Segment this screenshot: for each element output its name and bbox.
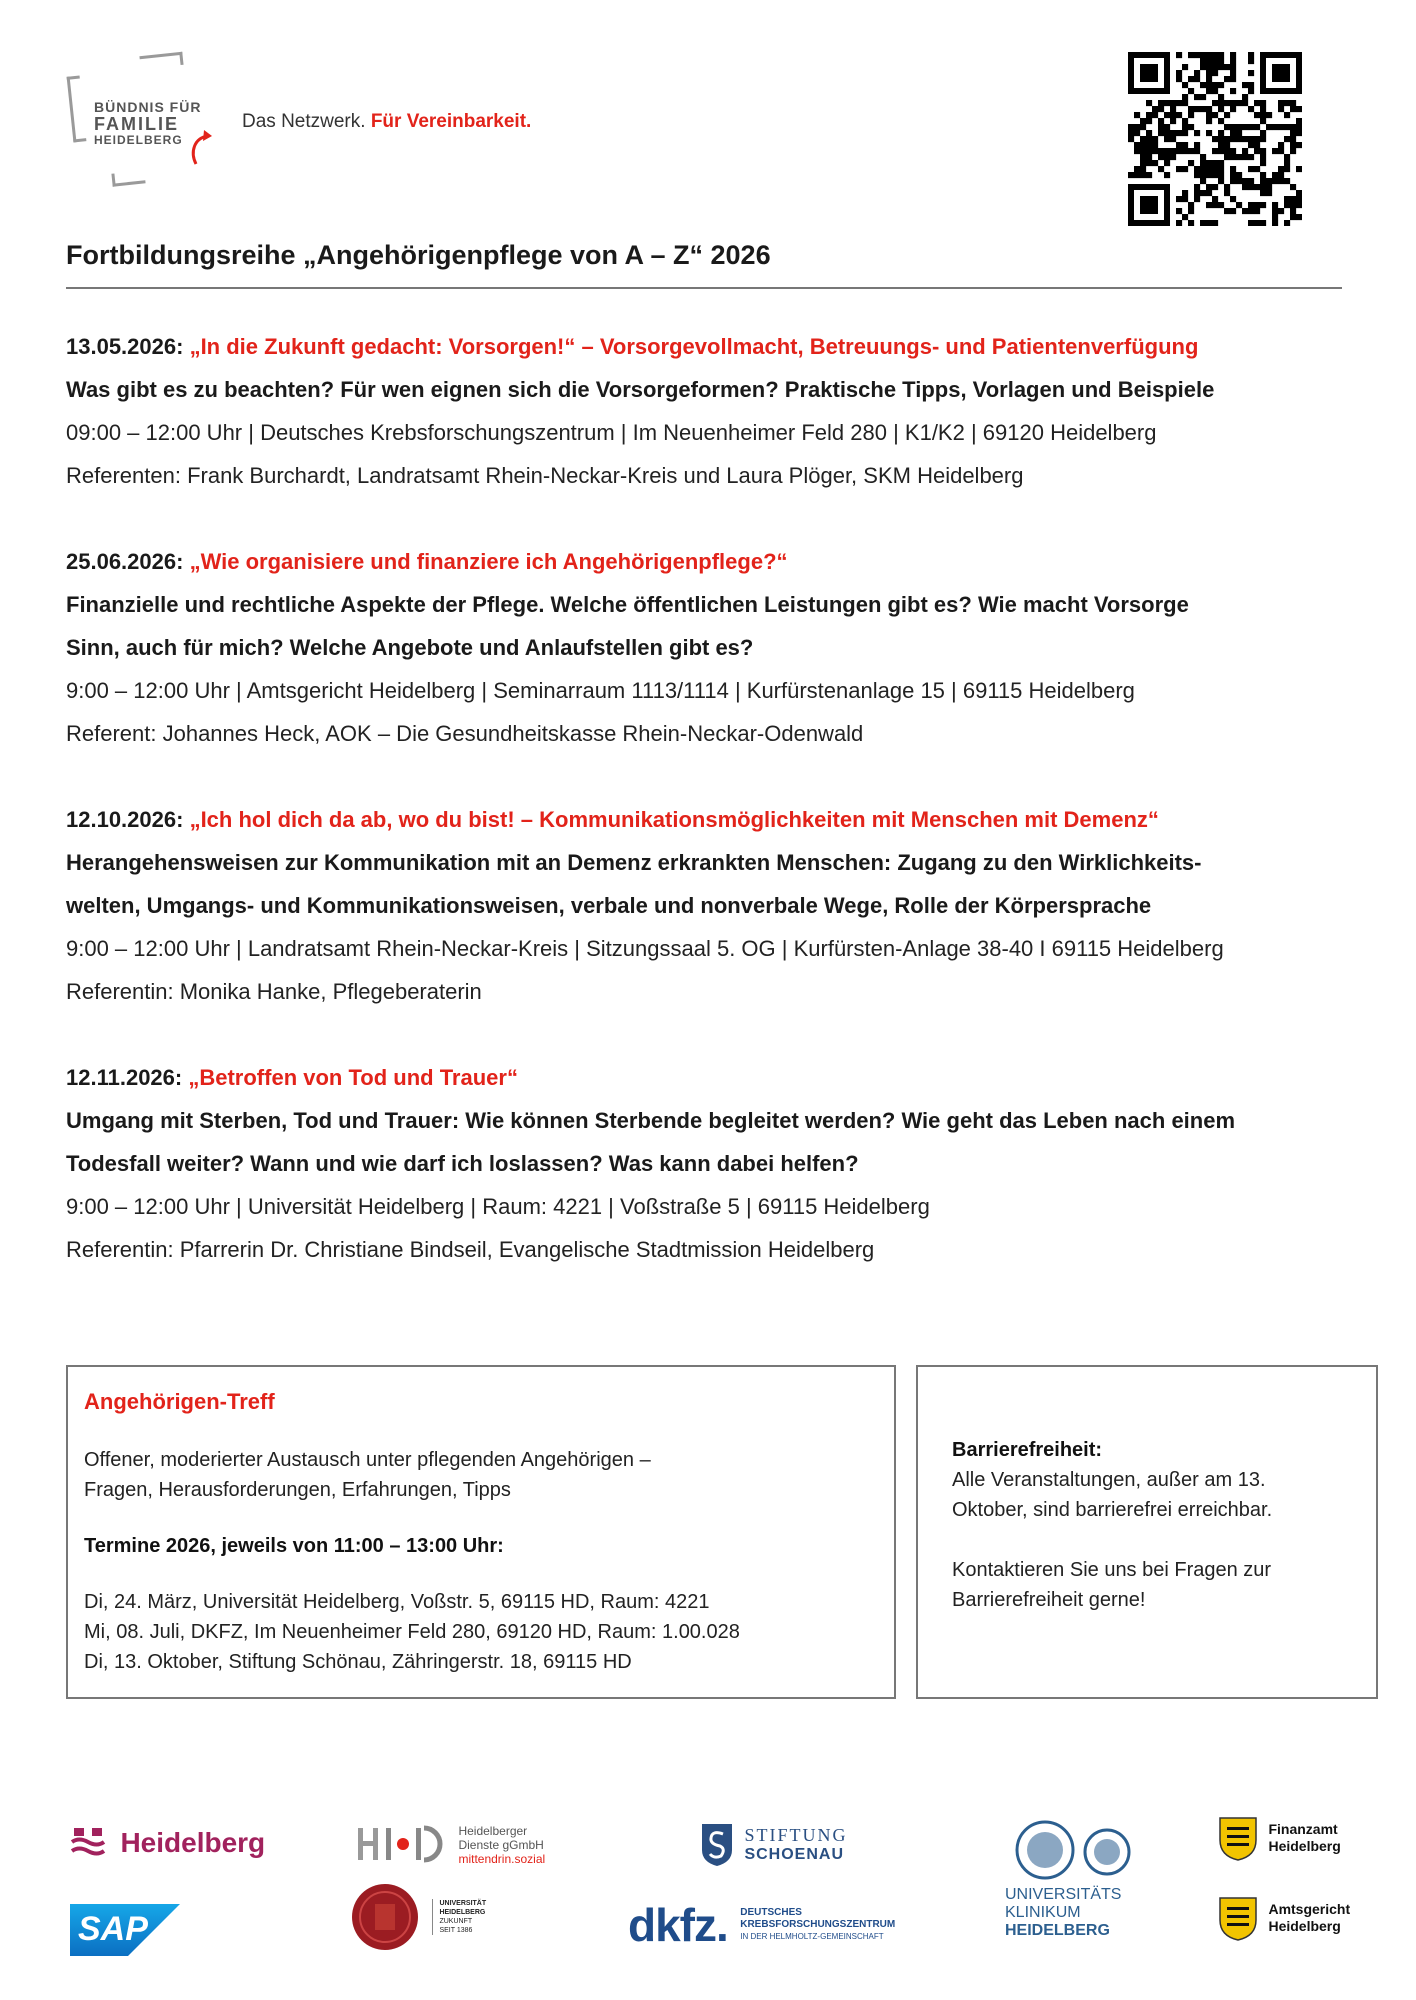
amtsgericht-label-2: Heidelberg xyxy=(1268,1918,1341,1934)
event-description-1: Finanzielle und rechtliche Aspekte der Pflege. Welche öffentlichen Leistungen gibt es? Wie macht Vorsorge xyxy=(66,592,1189,617)
sponsor-amtsgericht[interactable] xyxy=(1218,1894,1350,1942)
logo-bracket-bottom xyxy=(111,170,145,186)
sponsor-stadt-heidelberg[interactable] xyxy=(70,1826,265,1860)
logo-line-1: BÜNDNIS FÜR xyxy=(94,99,202,115)
event-3 xyxy=(66,798,1356,1013)
qr-code[interactable] xyxy=(1128,52,1302,226)
dkfz-label-2: KREBSFORSCHUNGSZENTRUM xyxy=(740,1919,896,1930)
barriere-text-1a: Alle Veranstaltungen, außer am 13. xyxy=(952,1469,1266,1491)
event-headline: „In die Zukunft gedacht: Vorsorgen!“ – Vorsorgevollmacht, Betreuungs- und Patientenverfügung xyxy=(189,334,1199,359)
uni-label-1: UNIVERSITÄT xyxy=(439,1900,487,1907)
sap-label: SAP xyxy=(78,1910,148,1948)
event-details: 9:00 – 12:00 Uhr | Universität Heidelberg | Raum: 4221 | Voßstraße 5 | 69115 Heidelberg xyxy=(66,1194,930,1219)
barriere-text-1b: Oktober, sind barrierefrei erreichbar. xyxy=(952,1499,1273,1521)
event-description-1: Herangehensweisen zur Kommunikation mit an Demenz erkrankten Menschen: Zugang zu den Wirklichkeits- xyxy=(66,850,1202,875)
sponsor-stiftung-schoenau[interactable] xyxy=(700,1822,847,1868)
hdd-name-2: Dienste gGmbH xyxy=(458,1838,544,1852)
event-heading xyxy=(66,325,1356,368)
amtsgericht-label-1: Amtsgericht xyxy=(1268,1901,1351,1917)
title-divider xyxy=(66,287,1342,289)
event-date: 25.06.2026: xyxy=(66,549,184,574)
event-heading xyxy=(66,540,1356,583)
stiftung-label-2: SCHOENAU xyxy=(744,1846,845,1863)
page-title: Fortbildungsreihe „Angehörigenpflege von A – Z“ 2026 xyxy=(66,240,771,270)
event-description-2: welten, Umgangs- und Kommunikationsweisen, verbale und nonverbale Wege, Rolle der Körpersprache xyxy=(66,893,1152,918)
stiftung-label-1: STIFTUNG xyxy=(744,1825,848,1845)
logo-arrow-icon xyxy=(188,128,218,168)
uni-label-3: ZUKUNFT xyxy=(439,1918,473,1925)
dkfz-label-3: IN DER HELMHOLTZ-GEMEINSCHAFT xyxy=(740,1932,884,1941)
event-2 xyxy=(66,540,1356,755)
logo-text xyxy=(94,100,201,146)
logo-bracket-top xyxy=(139,52,183,69)
wappen-icon xyxy=(1218,1894,1258,1942)
stiftung-shield-icon xyxy=(700,1822,734,1868)
event-description: Was gibt es zu beachten? Für wen eignen sich die Vorsorgeformen? Praktische Tipps, Vorlagen und Beispiele xyxy=(66,377,1215,402)
barrierefreiheit-box xyxy=(916,1365,1378,1699)
uni-label-2: HEIDELBERG xyxy=(439,1909,486,1916)
sponsor-finanzamt[interactable] xyxy=(1218,1814,1341,1862)
event-description-1: Umgang mit Sterben, Tod und Trauer: Wie können Sterbende begleitet werden? Wie geht das Leben nach einem xyxy=(66,1108,1236,1133)
event-description-2: Todesfall weiter? Wann und wie darf ich loslassen? Was kann dabei helfen? xyxy=(66,1151,859,1176)
treff-date-1: Di, 24. März, Universität Heidelberg, Voßstr. 5, 69115 HD, Raum: 4221 xyxy=(84,1591,710,1613)
event-date: 13.05.2026: xyxy=(66,334,184,359)
uni-seal-icon xyxy=(350,1882,420,1952)
ukhd-seals-icon xyxy=(1011,1820,1141,1880)
sponsor-sap[interactable] xyxy=(70,1904,180,1961)
uni-label-4: SEIT 1386 xyxy=(439,1927,473,1934)
barriere-spacer xyxy=(952,1525,1272,1555)
event-headline: „Ich hol dich da ab, wo du bist! – Kommunikationsmöglichkeiten mit Menschen mit Demenz“ xyxy=(189,807,1159,832)
hdd-logo-icon xyxy=(356,1824,448,1864)
tagline-plain: Das Netzwerk. xyxy=(242,111,366,132)
dkfz-logo: dkfz. xyxy=(628,1899,728,1951)
event-details: 9:00 – 12:00 Uhr | Landratsamt Rhein-Neckar-Kreis | Sitzungssaal 5. OG | Kurfürsten-Anlage 38-40 I 69115 Heidelberg xyxy=(66,936,1224,961)
sponsor-uni-heidelberg[interactable] xyxy=(350,1882,486,1952)
ukhd-label-2: KLINIKUM xyxy=(1005,1904,1081,1921)
finanzamt-label-1: Finanzamt xyxy=(1268,1821,1338,1837)
event-4 xyxy=(66,1056,1356,1271)
event-headline: „Wie organisiere und finanziere ich Angehörigenpflege?“ xyxy=(189,549,788,574)
event-headline: „Betroffen von Tod und Trauer“ xyxy=(188,1065,518,1090)
sponsor-dkfz[interactable] xyxy=(628,1898,895,1952)
event-details: 9:00 – 12:00 Uhr | Amtsgericht Heidelberg | Seminarraum 1113/1114 | Kurfürstenanlage 15 | 69115 Heidelberg xyxy=(66,678,1135,703)
sponsor-hdd[interactable] xyxy=(356,1824,545,1866)
logo-bracket-left xyxy=(67,76,87,143)
barriere-title: Barrierefreiheit: xyxy=(952,1439,1103,1461)
treff-termine-heading: Termine 2026, jeweils von 11:00 – 13:00 Uhr: xyxy=(84,1535,504,1557)
treff-date-3: Di, 13. Oktober, Stiftung Schönau, Zähringerstr. 18, 69115 HD xyxy=(84,1651,632,1673)
tagline xyxy=(242,111,531,133)
ukhd-label-1: UNIVERSITÄTS xyxy=(1005,1886,1122,1903)
event-heading xyxy=(66,1056,1356,1099)
barriere-text-2a: Kontaktieren Sie uns bei Fragen zur xyxy=(952,1559,1272,1581)
logo-line-2: FAMILIE xyxy=(94,113,179,134)
event-details: 09:00 – 12:00 Uhr | Deutsches Krebsforschungszentrum | Im Neuenheimer Feld 280 | K1/K2 | 69120 Heidelberg xyxy=(66,420,1157,445)
heidelberg-label: Heidelberg xyxy=(120,1827,266,1858)
ukhd-label-3: HEIDELBERG xyxy=(1005,1922,1110,1939)
treff-intro-2: Fragen, Herausforderungen, Erfahrungen, Tipps xyxy=(84,1479,511,1501)
hdd-name-1: Heidelberger xyxy=(458,1824,528,1838)
sponsor-ukhd[interactable] xyxy=(1005,1820,1141,1940)
finanzamt-label-2: Heidelberg xyxy=(1268,1838,1341,1854)
dkfz-label-1: DEUTSCHES xyxy=(740,1907,802,1918)
treff-title: Angehörigen-Treff xyxy=(84,1389,275,1414)
logo-line-3: HEIDELBERG xyxy=(94,132,183,147)
event-description-2: Sinn, auch für mich? Welche Angebote und Anlaufstellen gibt es? xyxy=(66,635,754,660)
event-heading xyxy=(66,798,1356,841)
treff-intro-1: Offener, moderierter Austausch unter pflegenden Angehörigen – xyxy=(84,1449,651,1471)
treff-date-2: Mi, 08. Juli, DKFZ, Im Neuenheimer Feld 280, 69120 HD, Raum: 1.00.028 xyxy=(84,1621,740,1643)
event-speakers: Referentin: Monika Hanke, Pflegeberaterin xyxy=(66,979,482,1004)
hdd-tagline: mittendrin.sozial xyxy=(458,1852,546,1866)
barriere-text-2b: Barrierefreiheit gerne! xyxy=(952,1589,1146,1611)
event-date: 12.10.2026: xyxy=(66,807,184,832)
angehoerigen-treff-box xyxy=(66,1365,896,1699)
wappen-icon xyxy=(1218,1814,1258,1862)
tagline-accent: Für Vereinbarkeit. xyxy=(370,111,532,132)
event-speakers: Referentin: Pfarrerin Dr. Christiane Bindseil, Evangelische Stadtmission Heidelberg xyxy=(66,1237,875,1262)
event-speakers: Referent: Johannes Heck, AOK – Die Gesundheitskasse Rhein-Neckar-Odenwald xyxy=(66,721,864,746)
heidelberg-wave-icon xyxy=(70,1826,106,1860)
event-speakers: Referenten: Frank Burchardt, Landratsamt Rhein-Neckar-Kreis und Laura Plöger, SKM Heidelberg xyxy=(66,463,1024,488)
event-1 xyxy=(66,325,1356,497)
event-date: 12.11.2026: xyxy=(66,1065,183,1090)
